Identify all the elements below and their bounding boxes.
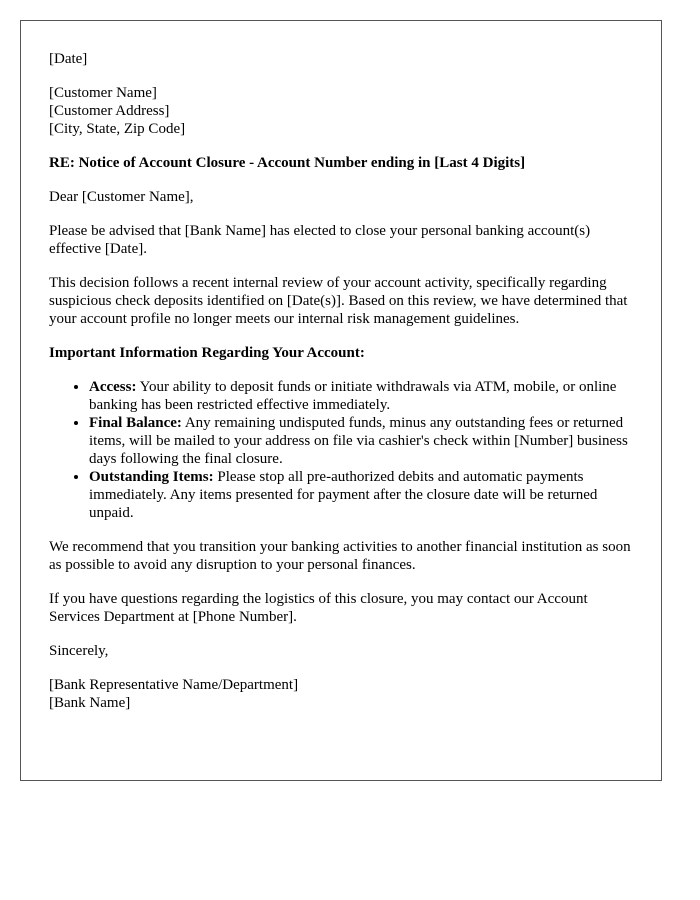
signature-block — [49, 676, 633, 712]
contact-paragraph: If you have questions regarding the logistics of this closure, you may contact our Account Services Department at [Phone Number]. — [49, 591, 588, 625]
review-reason-paragraph: This decision follows a recent internal review of your account activity, specifically regarding suspicious check deposits identified on [Date(s)]. Based on this review, we have determined that your account profile no longer meets our internal risk management guidelines. — [49, 275, 628, 327]
closure-notice-paragraph: Please be advised that [Bank Name] has elected to close your personal banking account(s) effective [Date]. — [49, 223, 591, 257]
outstanding-items-text: Please stop all pre-authorized debits and automatic payments immediately. Any items presented for payment after the closure date will be returned unpaid. — [89, 469, 598, 521]
access-text: Your ability to deposit funds or initiate withdrawals via ATM, mobile, or online banking has been restricted effective immediately. — [89, 379, 617, 413]
letter-page — [20, 20, 662, 781]
important-info-heading: Important Information Regarding Your Account: — [49, 345, 365, 361]
recipient-address-block — [49, 84, 633, 138]
recipient-name: [Customer Name] — [49, 85, 157, 101]
closing: Sincerely, — [49, 643, 109, 659]
recipient-city-state-zip: [City, State, Zip Code] — [49, 121, 186, 137]
salutation: Dear [Customer Name], — [49, 189, 194, 205]
signature-representative: [Bank Representative Name/Department] — [49, 677, 299, 693]
list-item-access — [89, 378, 633, 414]
access-term: Access: — [89, 379, 137, 395]
list-item-final-balance — [89, 414, 633, 468]
recipient-address: [Customer Address] — [49, 103, 170, 119]
final-balance-term: Final Balance: — [89, 415, 182, 431]
outstanding-items-term: Outstanding Items: — [89, 469, 214, 485]
list-item-outstanding-items — [89, 468, 633, 522]
important-info-list — [49, 378, 633, 522]
signature-bank-name: [Bank Name] — [49, 695, 131, 711]
recommendation-paragraph: We recommend that you transition your banking activities to another financial institution as soon as possible to avoid any disruption to your personal finances. — [49, 539, 631, 573]
final-balance-text: Any remaining undisputed funds, minus any outstanding fees or returned items, will be mailed to your address on file via cashier's check within [Number] business days following the final closure. — [89, 415, 628, 467]
letter-date: [Date] — [49, 51, 88, 67]
letter-subject: RE: Notice of Account Closure - Account Number ending in [Last 4 Digits] — [49, 155, 526, 171]
